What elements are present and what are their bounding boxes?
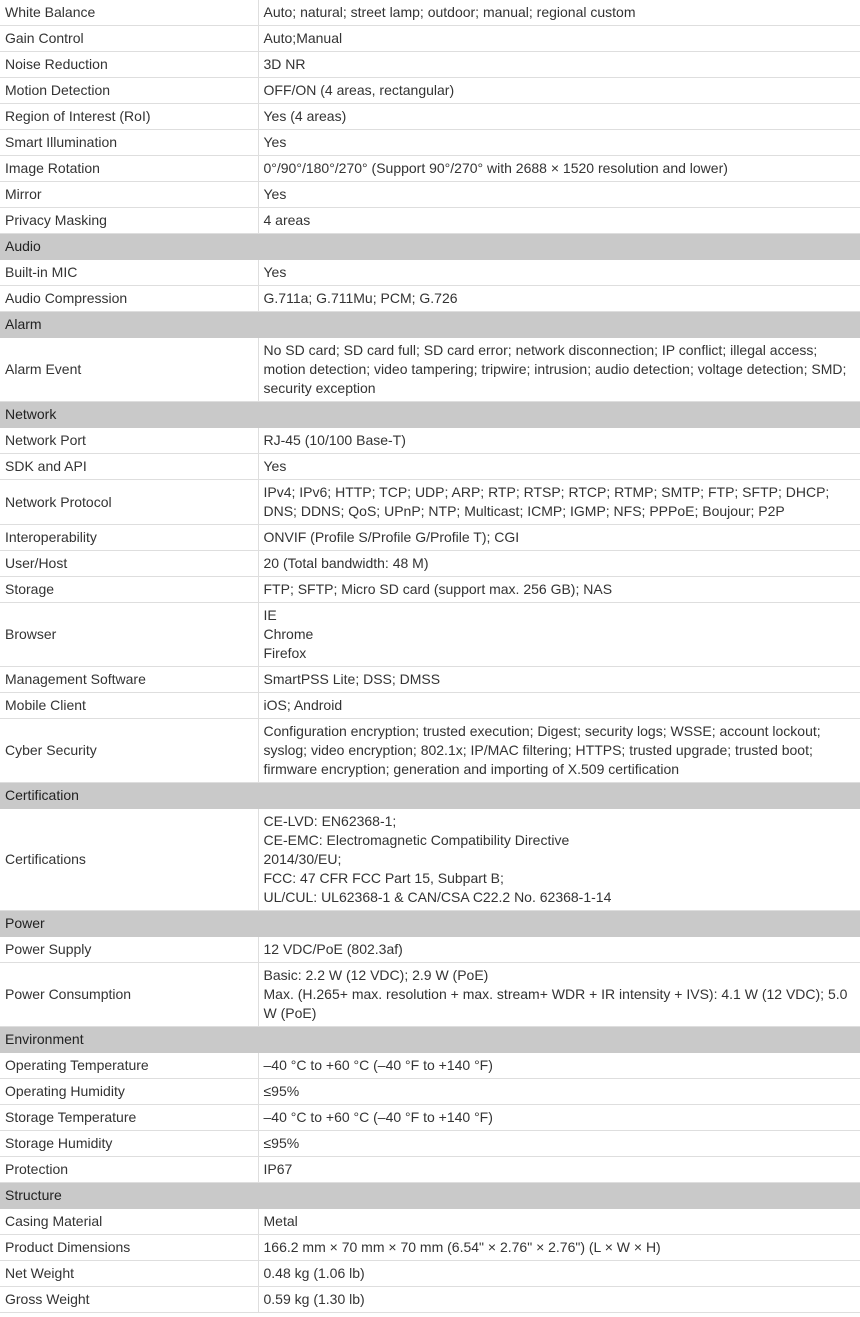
spec-value [258,260,860,286]
spec-value-line: Max. (H.265+ max. resolution + max. stream+ WDR + IR intensity + IVS): 4.1 W (12 VDC); 5.0 W (PoE) [263,986,848,1021]
spec-value [258,1287,860,1313]
section-header-row [0,1183,860,1209]
spec-row [0,78,860,104]
spec-value [258,809,860,911]
spec-value [258,667,860,693]
spec-row [0,1079,860,1105]
section-header-row [0,783,860,809]
spec-label: Mirror [0,182,258,208]
section-title: Network [0,402,860,428]
spec-value [258,1053,860,1079]
spec-label: Browser [0,603,258,667]
spec-value [258,1131,860,1157]
spec-value [258,286,860,312]
spec-row [0,130,860,156]
spec-value [258,577,860,603]
spec-row [0,1209,860,1235]
spec-value [258,693,860,719]
spec-row [0,603,860,667]
spec-label: Noise Reduction [0,52,258,78]
spec-label: Gain Control [0,26,258,52]
spec-label: Built-in MIC [0,260,258,286]
spec-label: Network Port [0,428,258,454]
spec-value-line: ≤95% [263,1135,300,1151]
spec-row [0,0,860,26]
spec-label: Management Software [0,667,258,693]
spec-row [0,667,860,693]
spec-label: Region of Interest (RoI) [0,104,258,130]
spec-label: Alarm Event [0,338,258,402]
section-title: Certification [0,783,860,809]
spec-value-line: Basic: 2.2 W (12 VDC); 2.9 W (PoE) [263,967,489,983]
spec-row [0,260,860,286]
spec-row [0,480,860,525]
spec-value-line: –40 °C to +60 °C (–40 °F to +140 °F) [263,1057,493,1073]
spec-row [0,1157,860,1183]
spec-row [0,577,860,603]
spec-label: Motion Detection [0,78,258,104]
spec-value [258,428,860,454]
spec-value-line: iOS; Android [263,697,343,713]
spec-label: Network Protocol [0,480,258,525]
spec-value [258,525,860,551]
spec-value [258,1235,860,1261]
spec-label: Privacy Masking [0,208,258,234]
spec-row [0,454,860,480]
spec-value-line: Yes (4 areas) [263,108,347,124]
spec-value-line: CE-EMC: Electromagnetic Compatibility Directive [263,832,570,848]
spec-value [258,480,860,525]
section-header-row [0,234,860,260]
spec-value-line: Auto; natural; street lamp; outdoor; manual; regional custom [263,4,636,20]
spec-value-line: ONVIF (Profile S/Profile G/Profile T); CGI [263,529,520,545]
spec-label: Protection [0,1157,258,1183]
section-title: Audio [0,234,860,260]
spec-value [258,603,860,667]
spec-row [0,52,860,78]
spec-value-line: IPv4; IPv6; HTTP; TCP; UDP; ARP; RTP; RTSP; RTCP; RTMP; SMTP; FTP; SFTP; DHCP; DNS; DDNS; QoS; UPnP; NTP; Multicast; ICMP; IGMP; NFS; PPPoE; Boujour; P2P [263,484,830,519]
spec-label: Operating Temperature [0,1053,258,1079]
spec-value-line: Auto;Manual [263,30,343,46]
spec-label: Smart Illumination [0,130,258,156]
spec-value-line: No SD card; SD card full; SD card error; network disconnection; IP conflict; illegal access; motion detection; video tampering; tripwire; intrusion; audio detection; voltage detection; SMD; security exception [263,342,847,396]
section-header-row [0,1027,860,1053]
spec-value-line: FCC: 47 CFR FCC Part 15, Subpart B; [263,870,504,886]
spec-label: Casing Material [0,1209,258,1235]
spec-row [0,26,860,52]
spec-value [258,52,860,78]
spec-label: Power Consumption [0,963,258,1027]
spec-value [258,454,860,480]
spec-value-line: IP67 [263,1161,293,1177]
spec-label: Audio Compression [0,286,258,312]
spec-value-line: 20 (Total bandwidth: 48 M) [263,555,429,571]
spec-value-line: ≤95% [263,1083,300,1099]
spec-value [258,1079,860,1105]
spec-row [0,525,860,551]
spec-row [0,1235,860,1261]
spec-value [258,130,860,156]
spec-value-line: IE [263,607,277,623]
spec-value [258,182,860,208]
spec-label: SDK and API [0,454,258,480]
spec-value-line: Configuration encryption; trusted execution; Digest; security logs; WSSE; account lockout; syslog; video encryption; 802.1x; IP/MAC filtering; HTTPS; trusted upgrade; trusted boot; firmware encryption; generation and importing of X.509 certification [263,723,821,777]
spec-value [258,104,860,130]
spec-value-line: 0°/90°/180°/270° (Support 90°/270° with 2688 × 1520 resolution and lower) [263,160,728,176]
spec-label: Gross Weight [0,1287,258,1313]
spec-value-line: Firefox [263,645,307,661]
spec-row [0,1105,860,1131]
spec-value-line: 2014/30/EU; [263,851,342,867]
spec-row [0,156,860,182]
spec-row [0,1287,860,1313]
spec-value-line: 0.59 kg (1.30 lb) [263,1291,365,1307]
spec-value-line: Yes [263,186,287,202]
spec-value-line: –40 °C to +60 °C (–40 °F to +140 °F) [263,1109,493,1125]
spec-label: Mobile Client [0,693,258,719]
spec-row [0,809,860,911]
spec-value [258,78,860,104]
spec-value [258,156,860,182]
section-title: Environment [0,1027,860,1053]
spec-label: Cyber Security [0,719,258,783]
spec-label: Storage Temperature [0,1105,258,1131]
section-title: Structure [0,1183,860,1209]
spec-value [258,208,860,234]
section-header-row [0,911,860,937]
spec-row [0,551,860,577]
spec-row [0,286,860,312]
spec-value-line: UL/CUL: UL62368-1 & CAN/CSA C22.2 No. 62368-1-14 [263,889,612,905]
spec-label: Operating Humidity [0,1079,258,1105]
spec-label: User/Host [0,551,258,577]
spec-row [0,208,860,234]
spec-label: White Balance [0,0,258,26]
spec-row [0,428,860,454]
section-header-row [0,312,860,338]
spec-value [258,1261,860,1287]
spec-value-line: 12 VDC/PoE (802.3af) [263,941,403,957]
spec-value-line: G.711a; G.711Mu; PCM; G.726 [263,290,458,306]
spec-row [0,1261,860,1287]
spec-row [0,963,860,1027]
spec-row [0,182,860,208]
spec-value [258,963,860,1027]
spec-value [258,937,860,963]
spec-value-line: OFF/ON (4 areas, rectangular) [263,82,455,98]
spec-label: Product Dimensions [0,1235,258,1261]
spec-label: Interoperability [0,525,258,551]
spec-label: Storage Humidity [0,1131,258,1157]
spec-value [258,1157,860,1183]
spec-value-line: SmartPSS Lite; DSS; DMSS [263,671,441,687]
spec-value [258,551,860,577]
section-title: Alarm [0,312,860,338]
spec-value [258,26,860,52]
spec-row [0,937,860,963]
spec-value-line: Yes [263,134,287,150]
spec-value-line: 166.2 mm × 70 mm × 70 mm (6.54" × 2.76" × 2.76") (L × W × H) [263,1239,661,1255]
spec-value-line: 4 areas [263,212,311,228]
spec-value-line: Yes [263,458,287,474]
spec-label: Certifications [0,809,258,911]
spec-value [258,1105,860,1131]
spec-value-line: Yes [263,264,287,280]
spec-label: Power Supply [0,937,258,963]
spec-value-line: CE-LVD: EN62368-1; [263,813,397,829]
spec-label: Image Rotation [0,156,258,182]
spec-row [0,1053,860,1079]
spec-value-line: Chrome [263,626,314,642]
spec-value [258,338,860,402]
spec-label: Net Weight [0,1261,258,1287]
spec-row [0,104,860,130]
spec-row [0,338,860,402]
spec-value-line: 3D NR [263,56,306,72]
spec-value-line: 0.48 kg (1.06 lb) [263,1265,365,1281]
spec-value-line: RJ-45 (10/100 Base-T) [263,432,406,448]
spec-value [258,719,860,783]
section-title: Power [0,911,860,937]
section-header-row [0,402,860,428]
spec-value [258,0,860,26]
spec-row [0,693,860,719]
spec-value [258,1209,860,1235]
spec-row [0,719,860,783]
spec-value-line: FTP; SFTP; Micro SD card (support max. 256 GB); NAS [263,581,613,597]
spec-row [0,1131,860,1157]
spec-label: Storage [0,577,258,603]
spec-value-line: Metal [263,1213,298,1229]
